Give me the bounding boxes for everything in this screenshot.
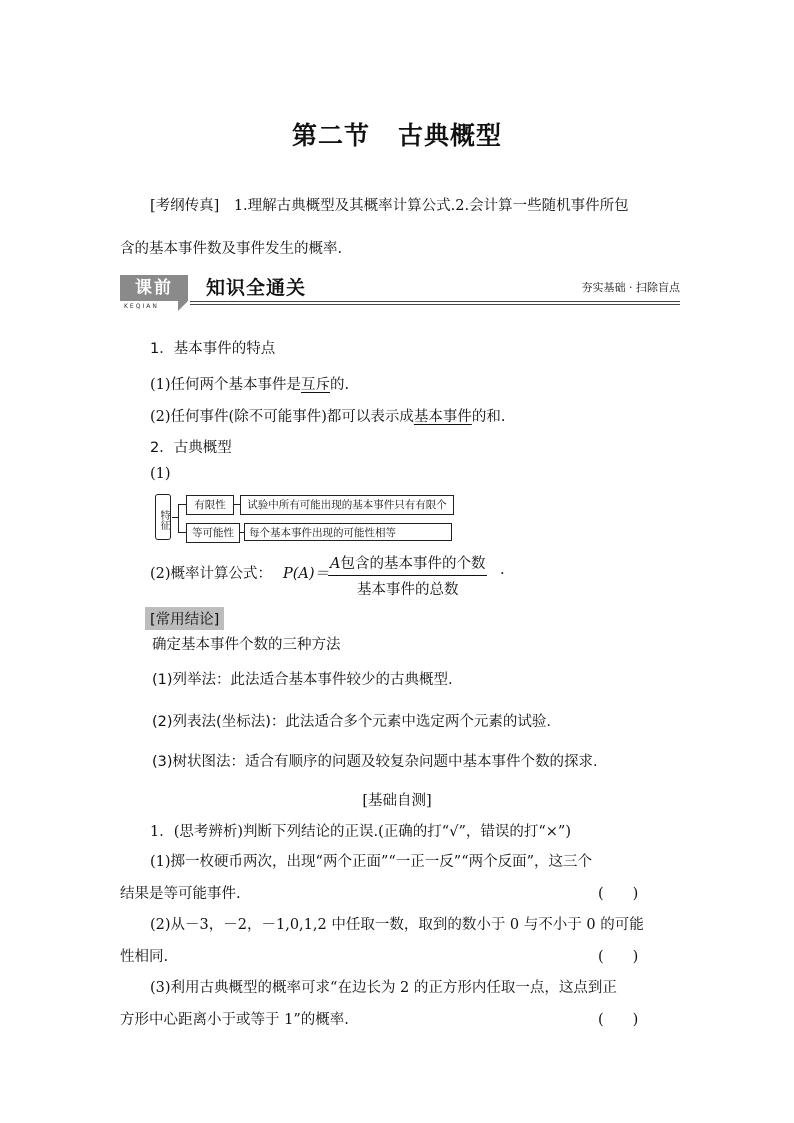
formula-num-var: A [330, 556, 341, 572]
sec1-item2 [150, 405, 505, 426]
method-1: (1)列举法：此法适合基本事件较少的古典概型. [152, 672, 453, 688]
sec1-item1-pre: (1)任何两个基本事件是 [150, 377, 302, 393]
intro-line2: 含的基本事件数及事件发生的概率. [120, 241, 343, 257]
formula-denominator: 基本事件的总数 [356, 582, 459, 598]
formula-numerator [328, 552, 487, 576]
f1-label: 有限性 [186, 495, 234, 515]
method-2: (2)列表法(坐标法)：此法适合多个元素中选定两个元素的试验. [152, 714, 551, 730]
formula-num-text: 包含的基本事件的个数 [340, 556, 486, 572]
sec1-item2-post: 的和. [471, 409, 506, 425]
title-part1: 第二节 [291, 121, 370, 150]
conclusions-tag: [常用结论] [145, 607, 224, 630]
answer-blank-2[interactable]: ( ) [598, 949, 639, 965]
page-title [0, 116, 794, 152]
selftest-heading: [基础自测] [362, 793, 432, 809]
banner-tag: 课前 [120, 275, 188, 301]
formula-end: . [500, 562, 505, 578]
method-3: (3)树状图法：适合有顺序的问题及较复杂问题中基本事件个数的探求. [152, 754, 598, 770]
q1-item1-line2: 结果是等可能事件. [120, 886, 241, 902]
f1-text: 试验中所有可能出现的基本事件只有有限个 [240, 495, 454, 515]
sec1-item1 [150, 373, 349, 394]
banner-tag-corner [178, 301, 188, 311]
question-1: 1．(思考辨析)判断下列结论的正误.(正确的打“√”，错误的打“×”) [150, 824, 572, 840]
sec1-item1-answer: 互斥 [301, 377, 331, 393]
sec1-item2-answer: 基本事件 [413, 409, 472, 425]
q1-item3-line2: 方形中心距离小于或等于 1”的概率. [120, 1012, 349, 1028]
answer-blank-3[interactable]: ( ) [598, 1012, 639, 1028]
intro-line1: [考纲传真] 1.理解古典概型及其概率计算公式.2.会计算一些随机事件所包 [150, 198, 629, 214]
feature-diagram [155, 494, 455, 544]
f2-text: 每个基本事件出现的可能性相等 [244, 523, 452, 541]
answer-blank-1[interactable]: ( ) [598, 886, 639, 902]
q1-item2-line1: (2)从－3，－2，－1,0,1,2 中任取一数，取到的数小于 0 与不小于 0 的可能 [150, 917, 644, 933]
formula-lhs: P(A)＝ [283, 566, 330, 582]
q1-item2-line2: 性相同. [120, 949, 169, 965]
title-part2: 古典概型 [398, 121, 503, 150]
q1-item1-line1: (1)掷一枚硬币两次，出现“两个正面”“一正一反”“两个反面”，这三个 [150, 854, 593, 870]
banner-sub: KEQIAN [124, 303, 159, 310]
connector-bottom [178, 532, 186, 533]
formula-fraction [328, 552, 487, 599]
q1-item3-line1: (3)利用古典概型的概率可求“在边长为 2 的正方形内任取一点，这点到正 [150, 980, 617, 996]
banner-heading: 知识全通关 [206, 277, 307, 299]
banner-rule [190, 301, 680, 302]
sec2-item1: (1) [150, 466, 171, 482]
section-banner [120, 273, 680, 317]
banner-right: 夯实基础 · 扫除盲点 [581, 281, 680, 294]
connector-top [178, 504, 186, 505]
conclusions-heading: 确定基本事件个数的三种方法 [152, 637, 341, 653]
sec1-title: 1．基本事件的特点 [150, 341, 276, 357]
formula-pre: (2)概率计算公式： [150, 566, 273, 582]
sec1-item2-pre: (2)任何事件(除不可能事件)都可以表示成 [150, 409, 414, 425]
feature-label: 特征 [155, 494, 171, 540]
f2-label: 等可能性 [186, 523, 240, 543]
sec2-title: 2．古典概型 [150, 440, 232, 456]
connector-vertical [178, 504, 179, 532]
sec1-item1-post: 的. [330, 377, 350, 393]
banner-rule-thin [190, 304, 680, 305]
